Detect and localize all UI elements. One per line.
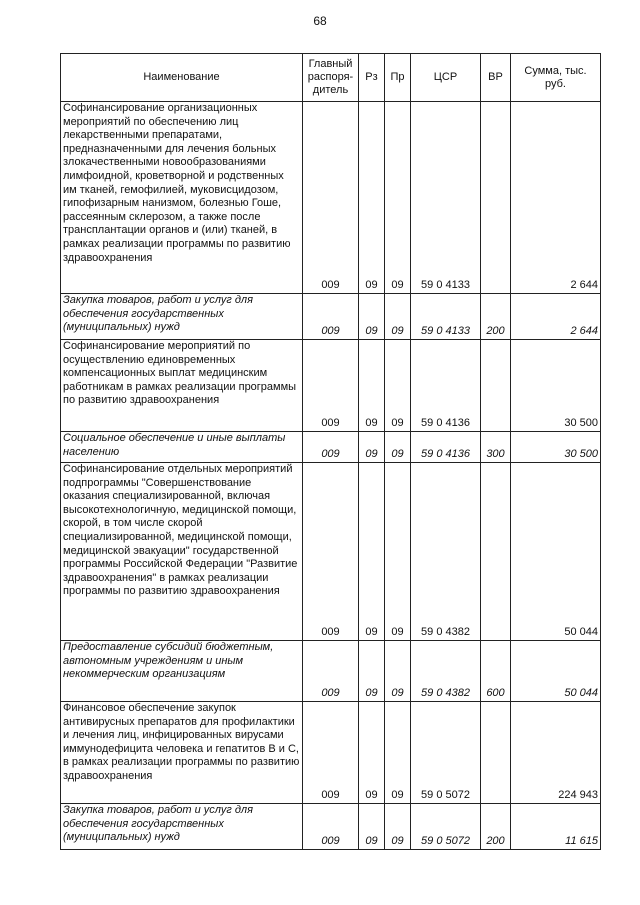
row-name: Финансовое обеспечение закупок антивирусных препаратов для профилактики и лечения лиц, инфицированных вирусами иммунодефицита человека и гепатитов В и С, в рамках реализации программы по развитию здравоохранения <box>63 702 300 782</box>
row-sum: 224 943 <box>511 702 601 804</box>
header-sum: Сумма, тыс. руб. <box>511 54 601 102</box>
row-csr: 59 0 4382 <box>411 641 481 702</box>
row-name: Софинансирование отдельных мероприятий подпрограммы "Совершенствование оказания специализированной, включая высокотехнологичную, медицинской помощи, скорой, в том числе скорой специализированной, медицинской помощи, медицинской эвакуации" государственной программы Российской Федерации "Развитие здравоохранения" в рамках реализации программы по развитию здравоохранения <box>63 463 298 598</box>
header-rz: Рз <box>359 54 385 102</box>
table-row <box>61 340 601 432</box>
row-csr: 59 0 5072 <box>411 804 481 850</box>
row-sum: 50 044 <box>511 641 601 702</box>
table-row <box>61 432 601 463</box>
header-row <box>61 54 601 102</box>
row-chief: 009 <box>303 702 359 804</box>
row-pr: 09 <box>385 102 411 294</box>
row-chief: 009 <box>303 432 359 463</box>
row-sum: 30 500 <box>511 432 601 463</box>
row-sum: 2 644 <box>511 102 601 294</box>
table-row <box>61 641 601 702</box>
row-chief: 009 <box>303 294 359 340</box>
row-vr <box>481 463 511 641</box>
row-rz: 09 <box>359 641 385 702</box>
row-csr: 59 0 4382 <box>411 463 481 641</box>
row-sum: 50 044 <box>511 463 601 641</box>
row-pr: 09 <box>385 804 411 850</box>
row-chief: 009 <box>303 340 359 432</box>
row-vr <box>481 102 511 294</box>
row-rz: 09 <box>359 432 385 463</box>
header-name: Наименование <box>61 54 303 102</box>
row-chief: 009 <box>303 102 359 294</box>
table-row <box>61 102 601 294</box>
row-pr: 09 <box>385 463 411 641</box>
budget-table <box>60 53 601 850</box>
row-pr: 09 <box>385 702 411 804</box>
row-csr: 59 0 4133 <box>411 294 481 340</box>
header-chief: Главный распоря-дитель <box>303 54 359 102</box>
row-name: Софинансирование организационных мероприятий по обеспечению лиц лекарственными препаратами, предназначенными для лечения больных злокачественными новообразованиями лимфоидной, кроветворной и родственных им тканей, гемофилией, муковисцидозом, гипофизарным нанизмом, болезнью Гоше, рассеянным склерозом, а также после трансплантации органов и (или) тканей, в рамках реализации программы по развитию здравоохранения <box>63 102 291 264</box>
row-rz: 09 <box>359 702 385 804</box>
row-chief: 009 <box>303 804 359 850</box>
row-csr: 59 0 5072 <box>411 702 481 804</box>
table-row <box>61 804 601 850</box>
row-chief: 009 <box>303 463 359 641</box>
row-vr <box>481 340 511 432</box>
table-row <box>61 294 601 340</box>
row-rz: 09 <box>359 804 385 850</box>
row-rz: 09 <box>359 340 385 432</box>
row-name: Софинансирование мероприятий по осуществлению единовременных компенсационных выплат медицинским работникам в рамках реализации программы по развитию здравоохранения <box>63 340 297 407</box>
header-pr: Пр <box>385 54 411 102</box>
row-name: Социальное обеспечение и иные выплаты населению <box>63 432 286 458</box>
row-vr: 300 <box>481 432 511 463</box>
row-vr: 600 <box>481 641 511 702</box>
row-vr: 200 <box>481 804 511 850</box>
row-vr: 200 <box>481 294 511 340</box>
row-pr: 09 <box>385 294 411 340</box>
row-sum: 11 615 <box>511 804 601 850</box>
header-csr: ЦСР <box>411 54 481 102</box>
row-name: Предоставление субсидий бюджетным, автономным учреждениям и иным некоммерческим организациям <box>63 641 274 681</box>
row-chief: 009 <box>303 641 359 702</box>
row-pr: 09 <box>385 432 411 463</box>
page-number: 68 <box>313 14 327 28</box>
row-rz: 09 <box>359 294 385 340</box>
row-name: Закупка товаров, работ и услуг для обеспечения государственных (муниципальных) нужд <box>63 294 254 334</box>
header-vr: ВР <box>481 54 511 102</box>
row-vr <box>481 702 511 804</box>
row-pr: 09 <box>385 340 411 432</box>
row-pr: 09 <box>385 641 411 702</box>
row-csr: 59 0 4136 <box>411 340 481 432</box>
table-row <box>61 702 601 804</box>
table-row <box>61 463 601 641</box>
row-name: Закупка товаров, работ и услуг для обеспечения государственных (муниципальных) нужд <box>63 804 254 844</box>
row-csr: 59 0 4133 <box>411 102 481 294</box>
row-rz: 09 <box>359 102 385 294</box>
row-sum: 2 644 <box>511 294 601 340</box>
row-rz: 09 <box>359 463 385 641</box>
row-sum: 30 500 <box>511 340 601 432</box>
row-csr: 59 0 4136 <box>411 432 481 463</box>
